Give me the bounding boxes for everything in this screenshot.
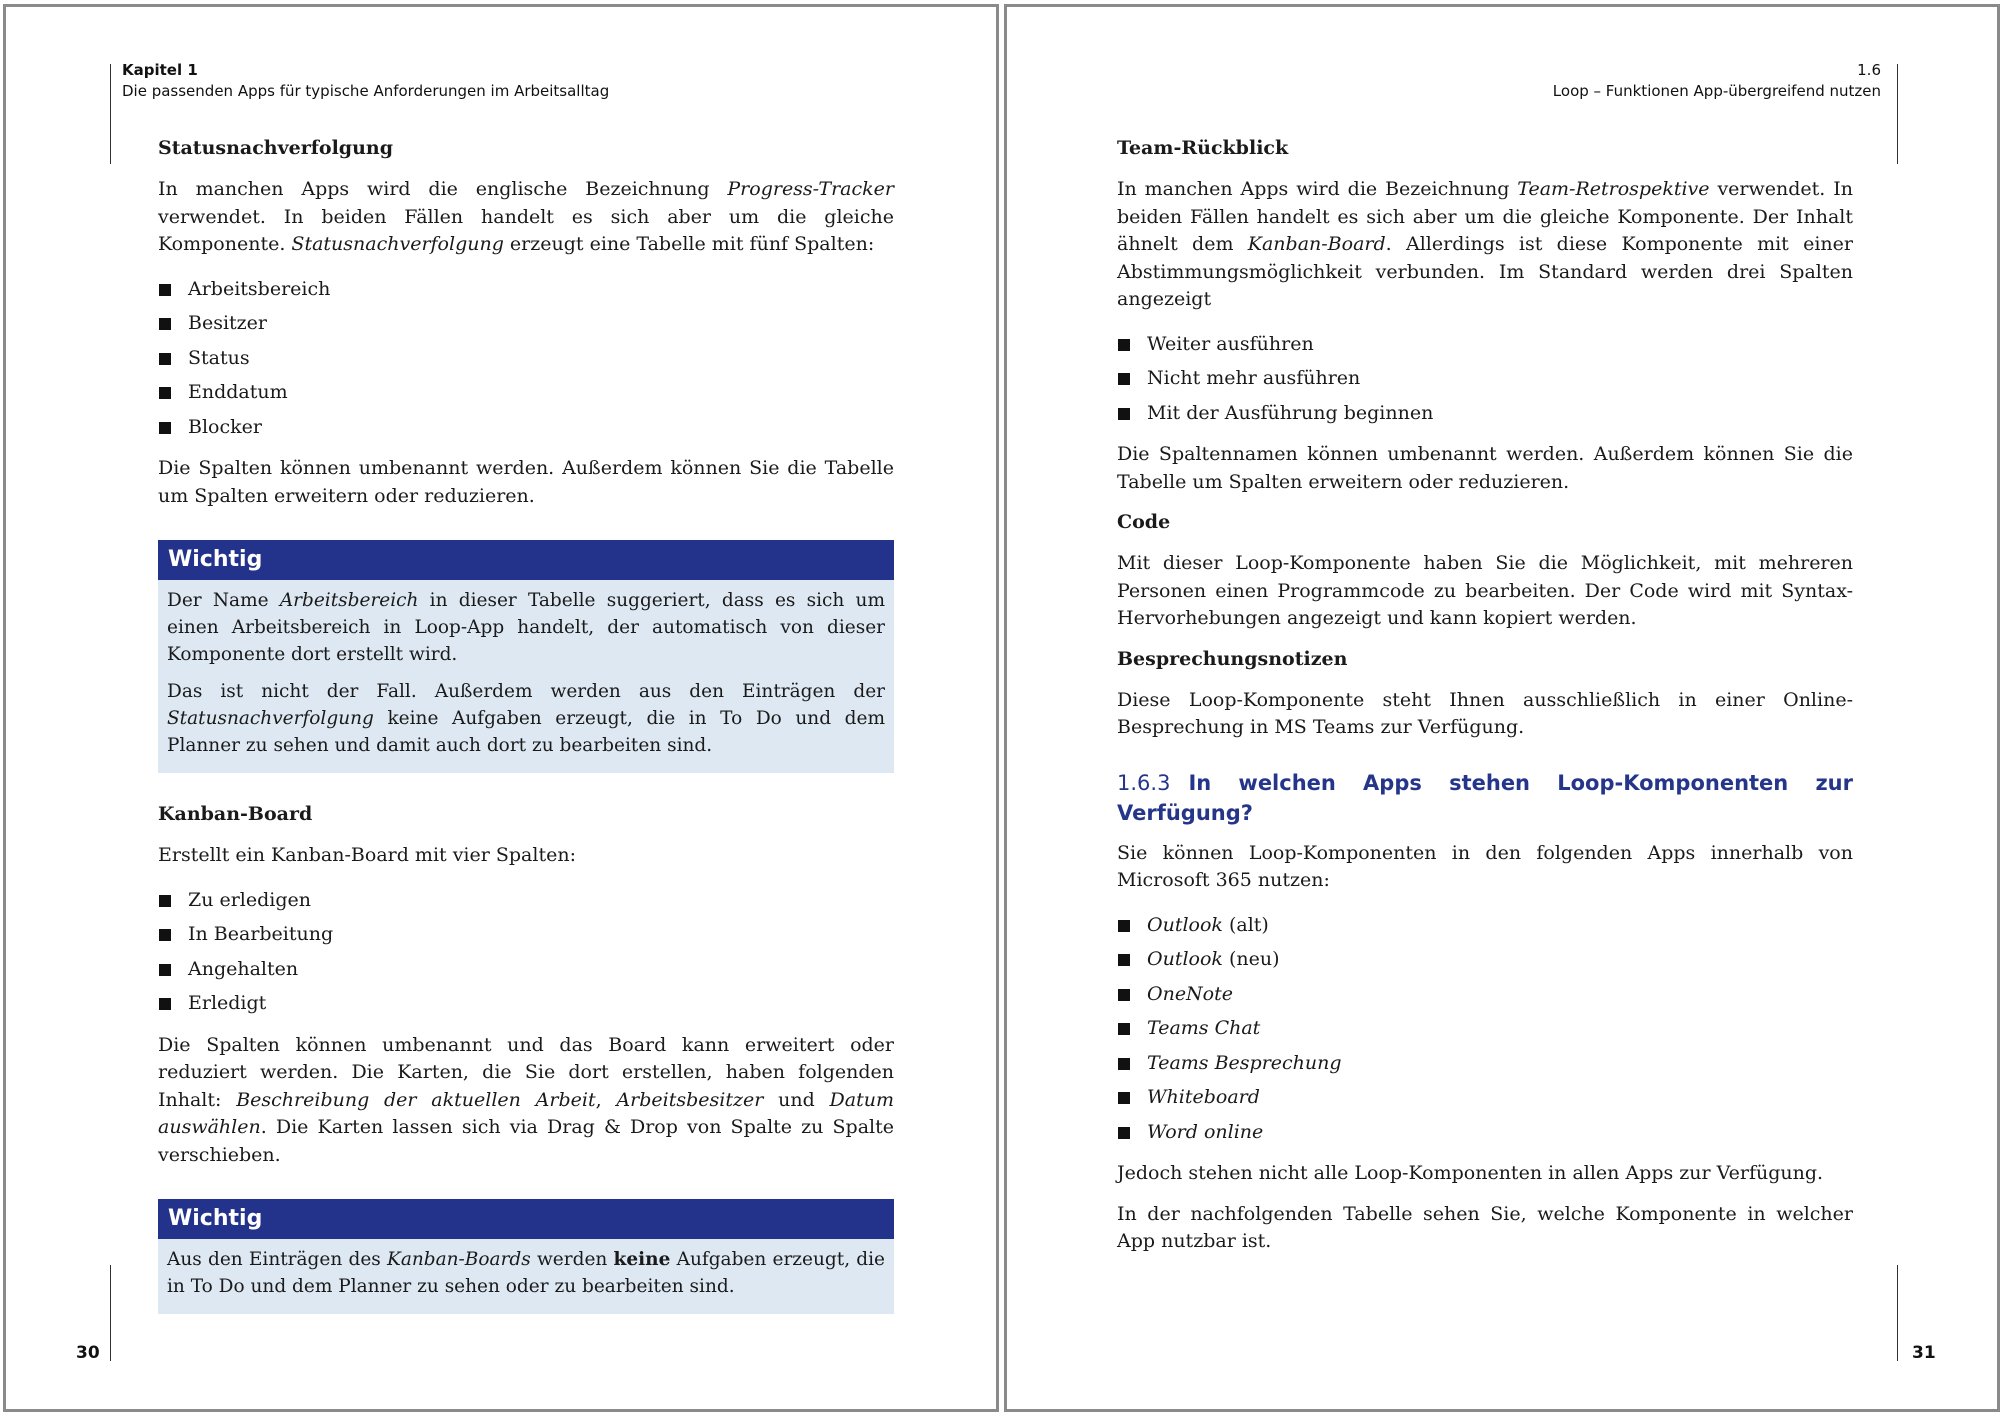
list-item: In Bearbeitung [158, 917, 894, 952]
chapter-label: Kapitel 1 [122, 61, 198, 79]
paragraph: Die Spaltennamen können umbenannt werden. Außerdem können Sie die Tabelle um Spalten erweitern oder reduzieren. [1117, 443, 1853, 493]
left-body [158, 135, 894, 1342]
paragraph: In manchen Apps wird die englische Bezeichnung Progress-Tracker verwendet. In beiden Fällen handelt es sich aber um die gleiche Komponente. Statusnachverfolgung erzeugt eine Tabelle mit fünf Spalten: [158, 178, 894, 255]
apps-list [1117, 908, 1853, 1150]
list-item: Weiter ausführen [1117, 327, 1853, 362]
list-item: Outlook (neu) [1117, 942, 1853, 977]
list-item: Mit der Ausführung beginnen [1117, 396, 1853, 431]
footer-rule [110, 1265, 111, 1361]
paragraph: Die Spalten können umbenannt werden. Außerdem können Sie die Tabelle um Spalten erweitern oder reduzieren. [158, 457, 894, 507]
list-item: Word online [1117, 1115, 1853, 1150]
important-box-title: Wichtig [158, 1199, 894, 1239]
paragraph: In der nachfolgenden Tabelle sehen Sie, welche Komponente in welcher App nutzbar ist. [1117, 1202, 1853, 1252]
list-item: Blocker [158, 410, 894, 445]
section-heading: Code [1117, 511, 1171, 533]
paragraph: Diese Loop-Komponente steht Ihnen ausschließlich in einer Online-Besprechung in MS Teams zur Verfügung. [1117, 688, 1853, 738]
list-item: Teams Chat [1117, 1011, 1853, 1046]
paragraph: Jedoch stehen nicht alle Loop-Komponenten in allen Apps zur Verfügung. [1117, 1162, 1824, 1184]
page-number: 31 [1912, 1343, 1936, 1363]
column-list [158, 272, 894, 445]
right-page [1004, 4, 2000, 1412]
left-page [3, 4, 999, 1412]
list-item: Whiteboard [1117, 1080, 1853, 1115]
paragraph: Sie können Loop-Komponenten in den folgenden Apps innerhalb von Microsoft 365 nutzen: [1117, 841, 1853, 891]
section-heading: Besprechungsnotizen [1117, 647, 1348, 670]
list-item: Arbeitsbereich [158, 272, 894, 307]
subsection-number: 1.6.3 [1117, 770, 1171, 795]
important-box-body [158, 580, 894, 773]
paragraph: Erstellt ein Kanban-Board mit vier Spalten: [158, 844, 576, 866]
list-item: OneNote [1117, 977, 1853, 1012]
list-item: Zu erledigen [158, 883, 894, 918]
list-item: Outlook (alt) [1117, 908, 1853, 943]
header-rule [1897, 64, 1898, 164]
right-body [1117, 135, 1853, 1269]
important-box [158, 540, 894, 773]
list-item: Enddatum [158, 375, 894, 410]
running-header [1553, 60, 1881, 102]
list-item: Erledigt [158, 986, 894, 1021]
header-rule [110, 64, 111, 164]
section-heading: Team-Rückblick [1117, 137, 1289, 159]
section-heading: Kanban-Board [158, 803, 313, 825]
important-box-body [158, 1239, 894, 1314]
important-box-title: Wichtig [158, 540, 894, 580]
paragraph: Mit dieser Loop-Komponente haben Sie die Möglichkeit, mit mehreren Personen einen Programmcode zu bearbeiten. Der Code wird mit Syntax-Hervorhebungen angezeigt und kann kopiert werden. [1117, 552, 1853, 629]
section-heading: Statusnachverfolgung [158, 137, 394, 159]
list-item: Besitzer [158, 306, 894, 341]
box-paragraph: Der Name Arbeitsbereich in dieser Tabelle suggeriert, dass es sich um einen Arbeitsbereich in Loop-App handelt, der automatisch von dieser Komponente dort erstellt wird. [167, 590, 886, 665]
list-item: Angehalten [158, 952, 894, 987]
column-list [1117, 327, 1853, 431]
paragraph: In manchen Apps wird die Bezeichnung Team-Retrospektive verwendet. In beiden Fällen handelt es sich aber um die gleiche Komponente. Der Inhalt ähnelt dem Kanban-Board. Allerdings ist diese Komponente mit einer Abstimmungsmöglichkeit verbunden. Im Standard werden drei Spalten angezeigt [1117, 178, 1853, 310]
box-paragraph: Aus den Einträgen des Kanban-Boards werden keine Aufgaben erzeugt, die in To Do und dem Planner zu sehen oder zu bearbeiten sind. [167, 1249, 886, 1297]
subsection-title: In welchen Apps stehen Loop-Komponenten zur Verfügung? [1117, 770, 1853, 825]
running-header [122, 60, 609, 102]
list-item: Nicht mehr ausführen [1117, 361, 1853, 396]
page-number: 30 [76, 1343, 100, 1363]
chapter-title: Die passenden Apps für typische Anforderungen im Arbeitsalltag [122, 82, 610, 100]
section-number: 1.6 [1857, 61, 1881, 79]
list-item: Teams Besprechung [1117, 1046, 1853, 1081]
paragraph: Die Spalten können umbenannt und das Board kann erweitert oder reduziert werden. Die Karten, die Sie dort erstellen, haben folgenden Inhalt: Beschreibung der aktuellen Arbeit, Arbeitsbesitzer und Datum auswählen. Die Karten lassen sich via Drag & Drop von Spalte zu Spalte verschieben. [158, 1033, 894, 1166]
important-box [158, 1199, 894, 1314]
footer-rule [1897, 1265, 1898, 1361]
column-list [158, 883, 894, 1021]
section-title: Loop – Funktionen App-übergreifend nutzen [1552, 82, 1881, 100]
subsection-heading [1117, 768, 1853, 828]
list-item: Status [158, 341, 894, 376]
box-paragraph: Das ist nicht der Fall. Außerdem werden aus den Einträgen der Statusnachverfolgung keine Aufgaben erzeugt, die in To Do und dem Planner zu sehen und damit auch dort zu bearbeiten sind. [167, 681, 885, 756]
